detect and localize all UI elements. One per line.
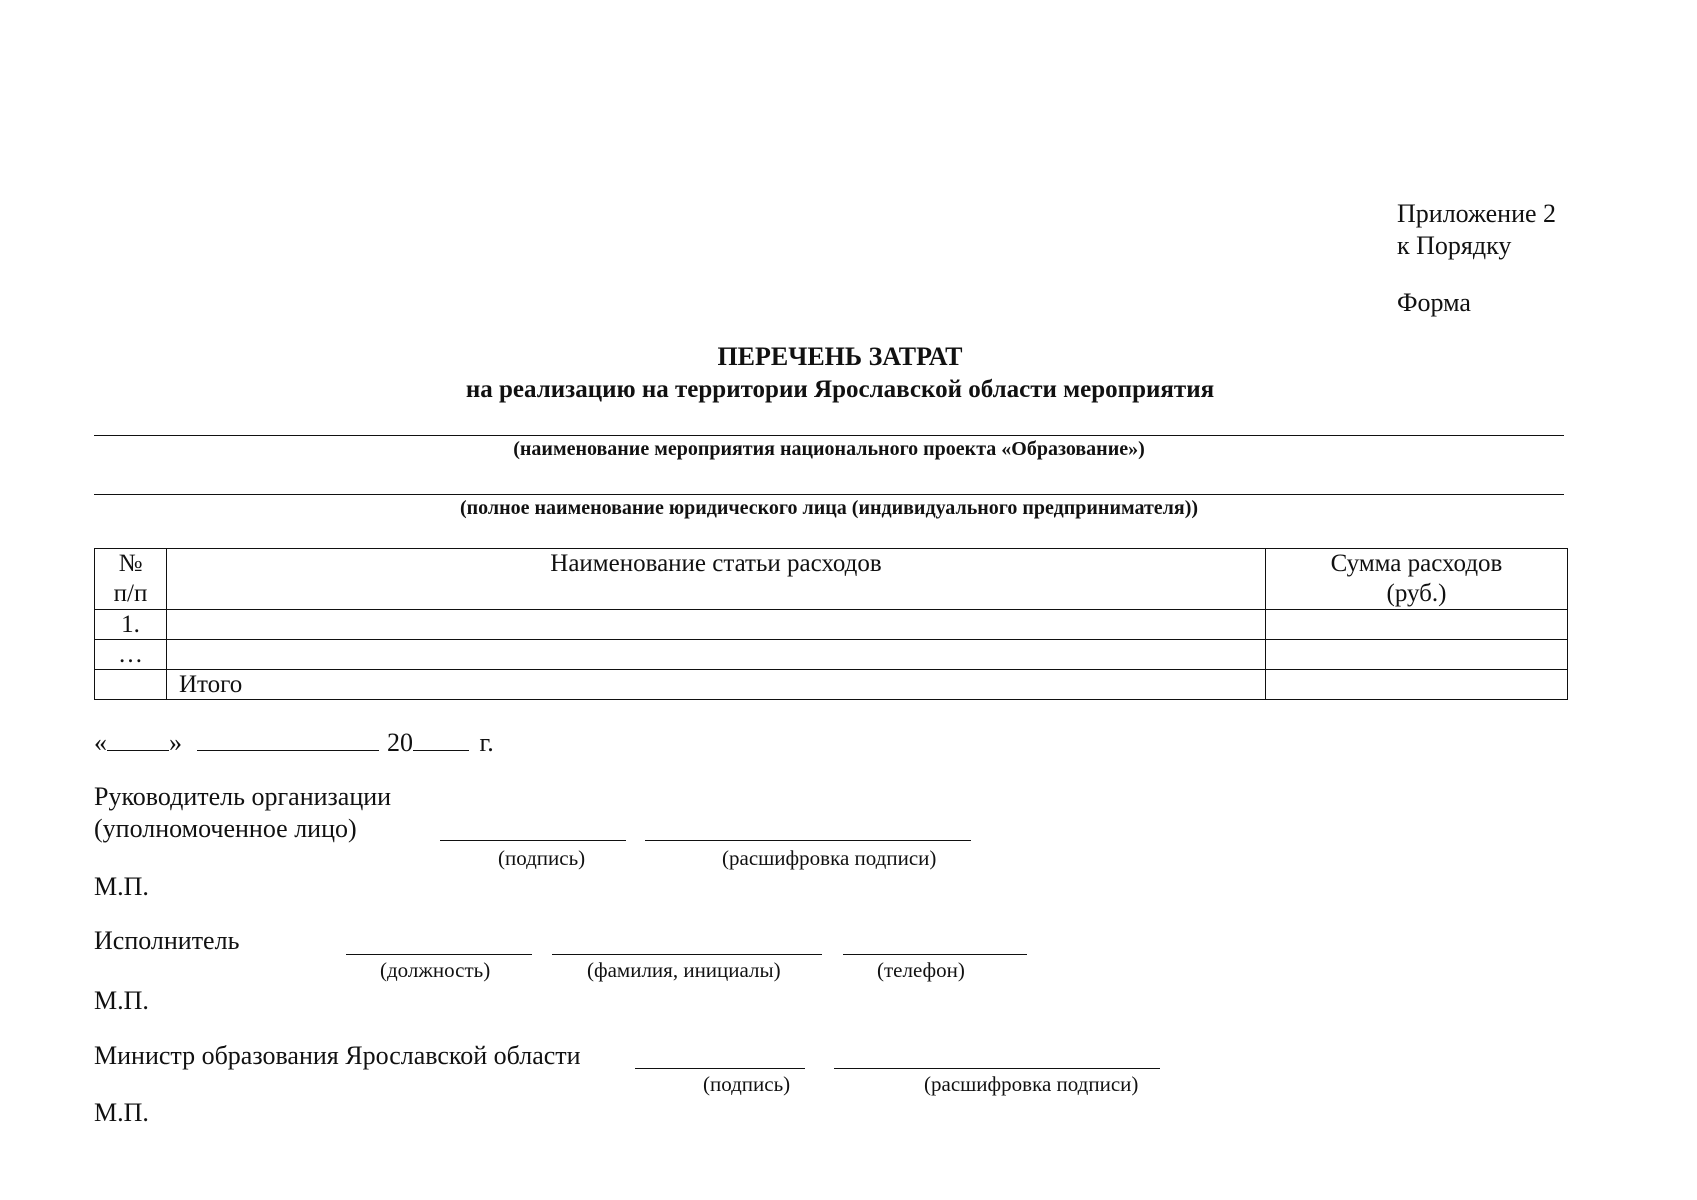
total-row [95, 670, 1568, 700]
header-item [167, 549, 1266, 610]
month-field[interactable] [197, 728, 379, 751]
year-field[interactable] [413, 728, 469, 751]
date-close-quote: » [169, 728, 182, 757]
year-prefix: 20 [387, 728, 413, 757]
head-title-line2: (уполномоченное лицо) [94, 814, 357, 843]
event-name-line[interactable] [94, 435, 1564, 436]
head-decoding-line[interactable] [645, 840, 971, 841]
appendix-number: Приложение 2 [1397, 199, 1557, 228]
minister-signature-line[interactable] [635, 1068, 805, 1069]
total-label-cell: Итого [167, 670, 1266, 700]
executor-phone-caption: (телефон) [877, 958, 965, 982]
executor-position-caption: (должность) [380, 958, 491, 982]
executor-name-caption: (фамилия, инициалы) [587, 958, 781, 982]
legal-entity-caption: (полное наименование юридического лица (индивидуального предпринимателя)) [459, 497, 1199, 519]
row-num-cell [95, 670, 167, 700]
year-suffix: г. [479, 728, 494, 757]
legal-entity-line[interactable] [94, 494, 1564, 495]
header-sum-label: Сумма расходов [1330, 550, 1503, 577]
head-signature-line[interactable] [440, 840, 626, 841]
row-sum-cell[interactable] [1266, 610, 1568, 640]
document-subtitle: на реализацию на территории Ярославской области мероприятия [465, 376, 1215, 403]
cost-table [94, 548, 1568, 700]
head-seal: М.П. [94, 872, 149, 901]
header-sum-unit: (руб.) [1386, 580, 1447, 607]
header-num [95, 549, 167, 610]
document-title: ПЕРЕЧЕНЬ ЗАТРАТ [717, 342, 963, 371]
executor-title: Исполнитель [94, 926, 240, 955]
table-row [95, 640, 1568, 670]
total-sum-cell[interactable] [1266, 670, 1568, 700]
appendix-target: к Порядку [1397, 231, 1512, 260]
minister-signature-caption: (подпись) [703, 1072, 791, 1096]
header-item-label: Наименование статьи расходов [550, 550, 882, 577]
appendix-reference [1397, 198, 1556, 262]
date-open-quote: « [94, 728, 107, 757]
head-title-line1: Руководитель организации [94, 782, 392, 811]
minister-decoding-line[interactable] [834, 1068, 1160, 1069]
row-item-cell[interactable] [167, 640, 1266, 670]
minister-title: Министр образования Ярославской области [94, 1041, 581, 1070]
row-sum-cell[interactable] [1266, 640, 1568, 670]
table-header-row [95, 549, 1568, 610]
header-num-abbr: п/п [113, 580, 148, 607]
header-sum [1266, 549, 1568, 610]
row-num-cell: 1. [95, 610, 167, 640]
day-field[interactable] [107, 728, 169, 751]
row-item-cell[interactable] [167, 610, 1266, 640]
date-line [94, 728, 494, 758]
minister-seal: М.П. [94, 1098, 149, 1127]
form-label: Форма [1397, 288, 1471, 317]
executor-position-line[interactable] [346, 954, 532, 955]
head-decoding-caption: (расшифровка подписи) [722, 846, 937, 870]
row-num-cell: … [95, 640, 167, 670]
table-row [95, 610, 1568, 640]
executor-name-line[interactable] [552, 954, 822, 955]
head-signature-caption: (подпись) [498, 846, 586, 870]
executor-phone-line[interactable] [843, 954, 1027, 955]
event-name-caption: (наименование мероприятия национального проекта «Образование») [513, 438, 1145, 460]
minister-decoding-caption: (расшифровка подписи) [924, 1072, 1139, 1096]
header-num-sign: № [118, 550, 143, 577]
executor-seal: М.П. [94, 986, 149, 1015]
